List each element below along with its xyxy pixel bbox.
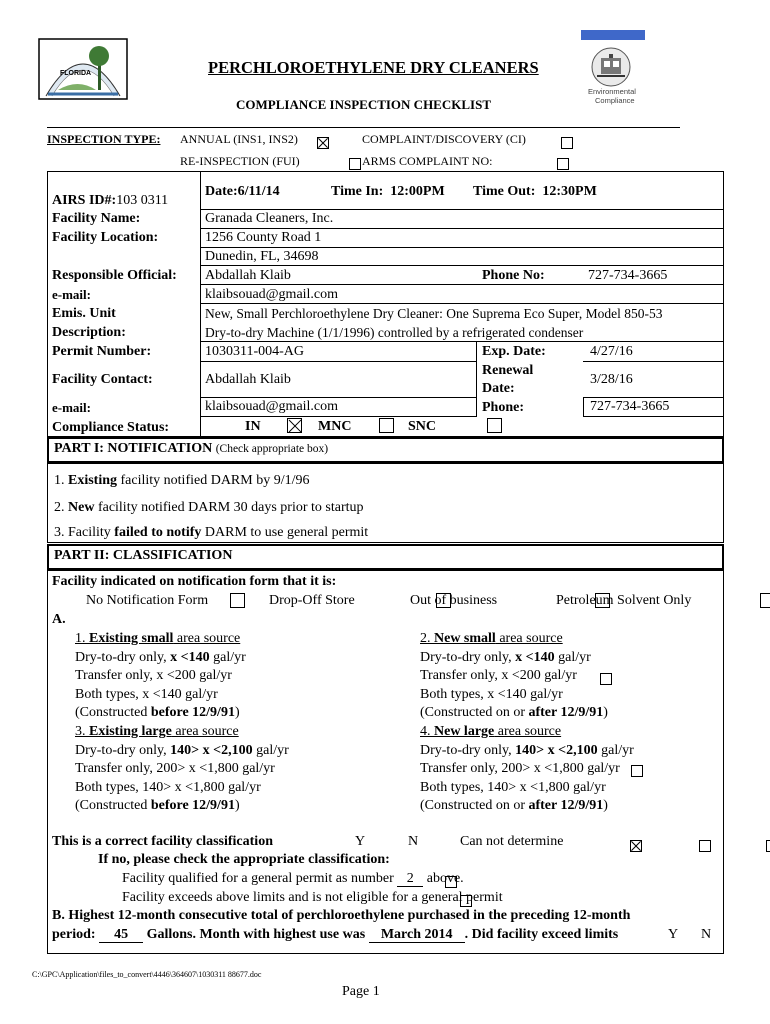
notification-item-3-bold: failed to notify bbox=[114, 525, 202, 540]
class2-line2: Transfer only, x <200 gal/yr bbox=[420, 668, 577, 683]
date-value: 6/11/14 bbox=[237, 184, 280, 199]
time-in-label: Time In: bbox=[331, 184, 384, 199]
class3-l1-post: gal/yr bbox=[252, 742, 289, 758]
class3-block bbox=[75, 723, 289, 816]
petroleum-solvent-label: Petroleum Solvent Only bbox=[556, 593, 692, 608]
class3-rest: area source bbox=[171, 724, 239, 739]
qualified-text bbox=[122, 871, 464, 887]
facility-location-label: Facility Location: bbox=[52, 230, 159, 245]
no-notification-label: No Notification Form bbox=[86, 593, 209, 608]
class2-l1-post: gal/yr bbox=[554, 649, 591, 665]
class4-bold: New large bbox=[434, 724, 495, 739]
class1-bold: Existing small bbox=[89, 631, 174, 646]
class4-line3: Both types, 140> x <1,800 gal/yr bbox=[420, 779, 606, 795]
environmental-compliance-logo bbox=[589, 46, 634, 88]
airs-label: AIRS ID#: bbox=[52, 193, 117, 208]
class3-l1-pre: Dry-to-dry only, bbox=[75, 742, 171, 758]
permit-right-divider bbox=[476, 341, 477, 417]
class4-l4-post: ) bbox=[603, 798, 608, 813]
class2-heading bbox=[420, 630, 608, 649]
phone2-row-divider bbox=[583, 416, 724, 417]
exp-row-divider bbox=[583, 361, 724, 362]
class2-line3: Both types, x <140 gal/yr bbox=[420, 686, 563, 702]
contact-row-divider bbox=[200, 397, 476, 398]
renewal-label-line1: Renewal bbox=[482, 363, 534, 378]
class1-line4 bbox=[75, 704, 246, 723]
page-subtitle: COMPLIANCE INSPECTION CHECKLIST bbox=[236, 97, 491, 112]
blue-header-bar bbox=[581, 30, 645, 40]
facility-contact-label: Facility Contact: bbox=[52, 372, 153, 387]
notification-item-2-bold: New bbox=[68, 500, 95, 515]
class1-num: 1. bbox=[75, 631, 86, 646]
time-out-value: 12:30PM bbox=[542, 184, 597, 199]
emis-description-line1: New, Small Perchloroethylene Dry Cleaner: One Suprema Eco Super, Model 850-53 bbox=[205, 306, 663, 321]
class3-line3: Both types, 140> x <1,800 gal/yr bbox=[75, 779, 261, 795]
renewal-row-divider bbox=[583, 397, 724, 398]
emis2-row-divider bbox=[200, 341, 724, 342]
out-of-business-label: Out of business bbox=[410, 593, 498, 608]
class1-line2: Transfer only, x <200 gal/yr bbox=[75, 668, 232, 683]
class3-line2: Transfer only, 200> x <1,800 gal/yr bbox=[75, 761, 275, 776]
page-title: PERCHLOROETHYLENE DRY CLEANERS bbox=[208, 58, 539, 77]
class4-num: 4. bbox=[420, 724, 431, 739]
class3-l4-bold: before 12/9/91 bbox=[150, 798, 235, 813]
email2-label: e-mail: bbox=[52, 400, 91, 415]
class1-block bbox=[75, 630, 246, 723]
class2-block bbox=[420, 630, 608, 723]
b-month-value: March 2014 bbox=[380, 927, 453, 942]
notification-item-3-rest: DARM to use general permit bbox=[201, 525, 369, 540]
status-mnc-label: MNC bbox=[318, 419, 352, 434]
status-snc-checkbox[interactable] bbox=[487, 418, 502, 433]
env-logo-line1: Environmental bbox=[588, 87, 636, 96]
qualified-number bbox=[397, 872, 423, 887]
status-snc-label: SNC bbox=[408, 419, 437, 434]
status-mnc-checkbox[interactable] bbox=[379, 418, 394, 433]
time-out-label: Time Out: bbox=[473, 184, 536, 199]
reinspection-option-label: RE-INSPECTION (FUI) bbox=[180, 154, 300, 168]
email2-value: klaibsouad@gmail.com bbox=[205, 399, 339, 414]
class1-l4-bold: before 12/9/91 bbox=[150, 705, 235, 720]
class3-heading bbox=[75, 723, 289, 742]
class4-line4 bbox=[420, 797, 634, 816]
class1-line1 bbox=[75, 649, 246, 668]
correct-no-checkbox[interactable] bbox=[699, 840, 711, 852]
class2-l4-post: ) bbox=[603, 705, 608, 720]
exceed-yes-label: Y bbox=[668, 927, 679, 942]
location1-row-divider bbox=[200, 247, 724, 248]
class3-l4-post: ) bbox=[234, 798, 240, 813]
name-row-divider bbox=[200, 228, 724, 229]
renewal-label-line2: Date: bbox=[482, 381, 515, 396]
class3-bold: Existing large bbox=[89, 724, 172, 739]
notification-item-1-bold: Existing bbox=[68, 473, 118, 488]
notification-item-3-num: 3. bbox=[54, 525, 65, 540]
class4-rest: area source bbox=[494, 724, 562, 739]
class4-l4-bold: after 12/9/91 bbox=[528, 798, 604, 813]
complaint-option-label: COMPLAINT/DISCOVERY (CI) bbox=[362, 132, 526, 146]
phone-label: Phone No: bbox=[482, 268, 545, 283]
exp-date-value: 4/27/16 bbox=[590, 344, 633, 359]
official-row-divider bbox=[200, 284, 724, 285]
phone2-label: Phone: bbox=[482, 400, 524, 415]
class4-l1-bold: 140> x <2,100 bbox=[515, 742, 598, 758]
date-label: Date: bbox=[205, 184, 238, 199]
class3-line4 bbox=[75, 797, 289, 816]
class4-l1-post: gal/yr bbox=[597, 742, 634, 758]
class2-l1-pre: Dry-to-dry only, bbox=[420, 649, 516, 665]
exceed-no-label: N bbox=[701, 927, 712, 942]
class1-l4-pre: (Constructed bbox=[75, 705, 151, 720]
facility-contact-value: Abdallah Klaib bbox=[205, 372, 291, 387]
notification-item-2-num: 2. bbox=[54, 500, 65, 515]
class1-rest: area source bbox=[173, 631, 241, 646]
renewal-date-value: 3/28/16 bbox=[590, 372, 633, 387]
b-mid: Gallons. Month with highest use was bbox=[143, 927, 369, 942]
class3-l1-bold: 140> x <2,100 bbox=[170, 742, 253, 758]
class4-line2: Transfer only, 200> x <1,800 gal/yr bbox=[420, 761, 620, 776]
permit-number-label: Permit Number: bbox=[52, 344, 152, 359]
part1-title-row bbox=[54, 441, 328, 457]
no-notification-checkbox[interactable] bbox=[230, 593, 245, 608]
part1-title: PART I: NOTIFICATION bbox=[54, 441, 213, 456]
class1-l1-pre: Dry-to-dry only, bbox=[75, 649, 171, 665]
section-b-line2 bbox=[52, 927, 618, 943]
time-in-value: 12:00PM bbox=[390, 184, 445, 199]
florida-logo-text: FLORIDA bbox=[60, 70, 92, 77]
cannot-determine-label: Can not determine bbox=[460, 834, 564, 849]
phone-value: 727-734-3665 bbox=[588, 268, 668, 283]
date-field bbox=[205, 184, 280, 200]
class4-heading bbox=[420, 723, 634, 742]
facility-indicated-label: Facility indicated on notification form that it is: bbox=[52, 574, 337, 589]
exceeds-text: Facility exceeds above limits and is not eligible for a general permit bbox=[122, 890, 503, 905]
responsible-official-label: Responsible Official: bbox=[52, 268, 177, 283]
class4-block bbox=[420, 723, 634, 816]
class1-l4-post: ) bbox=[234, 705, 240, 720]
annual-option-label: ANNUAL (INS1, INS2) bbox=[180, 132, 298, 146]
class4-l4-pre: (Constructed on or bbox=[420, 798, 529, 813]
notification-item-3-pre: Facility bbox=[64, 525, 115, 540]
class2-line1 bbox=[420, 649, 608, 668]
petroleum-solvent-checkbox[interactable] bbox=[760, 593, 770, 608]
facility-location-line1: 1256 County Road 1 bbox=[205, 230, 322, 245]
class2-num: 2. bbox=[420, 631, 431, 646]
notification-item-1 bbox=[54, 473, 310, 489]
class2-rest: area source bbox=[495, 631, 563, 646]
section-b-line1: B. Highest 12-month consecutive total of perchloroethylene purchased in the preceding 12-month bbox=[52, 908, 631, 923]
correct-yes-label: Y bbox=[355, 834, 366, 849]
class4-line1 bbox=[420, 742, 634, 761]
correct-yes-checkbox[interactable] bbox=[630, 840, 642, 852]
emis-label-line1: Emis. Unit bbox=[52, 306, 116, 321]
annual-checkbox[interactable] bbox=[317, 137, 329, 149]
correct-no-label: N bbox=[408, 834, 419, 849]
b-gallons-field bbox=[99, 928, 143, 943]
class2-l4-bold: after 12/9/91 bbox=[528, 705, 604, 720]
facility-name-label: Facility Name: bbox=[52, 211, 141, 226]
location2-row-divider bbox=[200, 265, 724, 266]
emis-description-line2: Dry-to-dry Machine (1/1/1996) controlled by a refrigerated condenser bbox=[205, 325, 584, 340]
email-row-divider bbox=[200, 303, 724, 304]
emis-label-line2: Description: bbox=[52, 325, 126, 340]
part1-hint: (Check appropriate box) bbox=[215, 443, 329, 455]
time-in-field bbox=[331, 184, 445, 200]
exp-date-label: Exp. Date: bbox=[482, 344, 546, 359]
class1-line3: Both types, x <140 gal/yr bbox=[75, 686, 218, 702]
phone2-left-divider bbox=[583, 397, 584, 416]
b-gallons-value: 45 bbox=[114, 927, 129, 942]
drop-off-label: Drop-Off Store bbox=[269, 593, 355, 608]
qualified-number-value: 2 bbox=[406, 871, 414, 886]
b-period-label: period: bbox=[52, 927, 100, 942]
b-end: . Did facility exceed limits bbox=[464, 927, 619, 942]
email-value: klaibsouad@gmail.com bbox=[205, 287, 339, 302]
b-month-field bbox=[369, 928, 465, 943]
facility-location-line2: Dunedin, FL, 34698 bbox=[205, 249, 319, 264]
florida-logo bbox=[38, 38, 128, 100]
class2-line4 bbox=[420, 704, 608, 723]
cannot-determine-checkbox[interactable] bbox=[766, 840, 770, 852]
inspection-divider bbox=[47, 127, 680, 128]
notification-item-2-rest: facility notified DARM 30 days prior to startup bbox=[94, 500, 364, 515]
class3-num: 3. bbox=[75, 724, 86, 739]
notification-item-2 bbox=[54, 500, 364, 516]
page-number: Page 1 bbox=[342, 984, 380, 999]
env-logo-line2: Compliance bbox=[595, 96, 635, 105]
class2-l1-bold: x <140 bbox=[515, 649, 555, 665]
email-label: e-mail: bbox=[52, 287, 91, 302]
qualified-post: above. bbox=[423, 871, 464, 886]
notification-item-1-num: 1. bbox=[54, 473, 65, 488]
section-a-label: A. bbox=[52, 612, 66, 627]
status-in-label: IN bbox=[245, 419, 261, 434]
arms-option-label: ARMS COMPLAINT NO: bbox=[362, 154, 493, 168]
qualified-pre: Facility qualified for a general permit as number bbox=[122, 871, 398, 886]
arms-checkbox[interactable] bbox=[557, 158, 569, 170]
class4-l1-pre: Dry-to-dry only, bbox=[420, 742, 516, 758]
complaint-checkbox[interactable] bbox=[561, 137, 573, 149]
if-no-instruction: If no, please check the appropriate classification: bbox=[98, 852, 390, 867]
responsible-official-value: Abdallah Klaib bbox=[205, 268, 291, 283]
part2-title: PART II: CLASSIFICATION bbox=[54, 548, 233, 563]
class1-heading bbox=[75, 630, 246, 649]
email2-row-divider bbox=[200, 416, 476, 417]
date-row-divider bbox=[200, 209, 724, 210]
reinspection-checkbox[interactable] bbox=[349, 158, 361, 170]
status-in-checkbox[interactable] bbox=[287, 418, 302, 433]
compliance-status-label: Compliance Status: bbox=[52, 420, 170, 435]
notification-item-1-rest: facility notified DARM by 9/1/96 bbox=[117, 473, 310, 488]
correct-classification-label: This is a correct facility classification bbox=[52, 834, 273, 849]
class2-l4-pre: (Constructed on or bbox=[420, 705, 529, 720]
class1-l1-bold: x <140 bbox=[170, 649, 210, 665]
class1-l1-post: gal/yr bbox=[209, 649, 246, 665]
time-out-field bbox=[473, 184, 597, 200]
class2-bold: New small bbox=[434, 631, 496, 646]
facility-name-value: Granada Cleaners, Inc. bbox=[205, 211, 334, 226]
class3-line1 bbox=[75, 742, 289, 761]
phone2-value: 727-734-3665 bbox=[590, 399, 670, 414]
class3-l4-pre: (Constructed bbox=[75, 798, 151, 813]
permit-row-divider bbox=[200, 361, 476, 362]
airs-value: 103 0311 bbox=[116, 193, 169, 208]
file-path: C:\GPC\Application\files_to_convert\4446\364607\1030311 88677.doc bbox=[32, 970, 262, 979]
notification-item-3 bbox=[54, 525, 368, 541]
airs-id bbox=[52, 193, 168, 209]
permit-number-value: 1030311-004-AG bbox=[205, 344, 305, 359]
inspection-type-label: INSPECTION TYPE: bbox=[47, 132, 161, 146]
